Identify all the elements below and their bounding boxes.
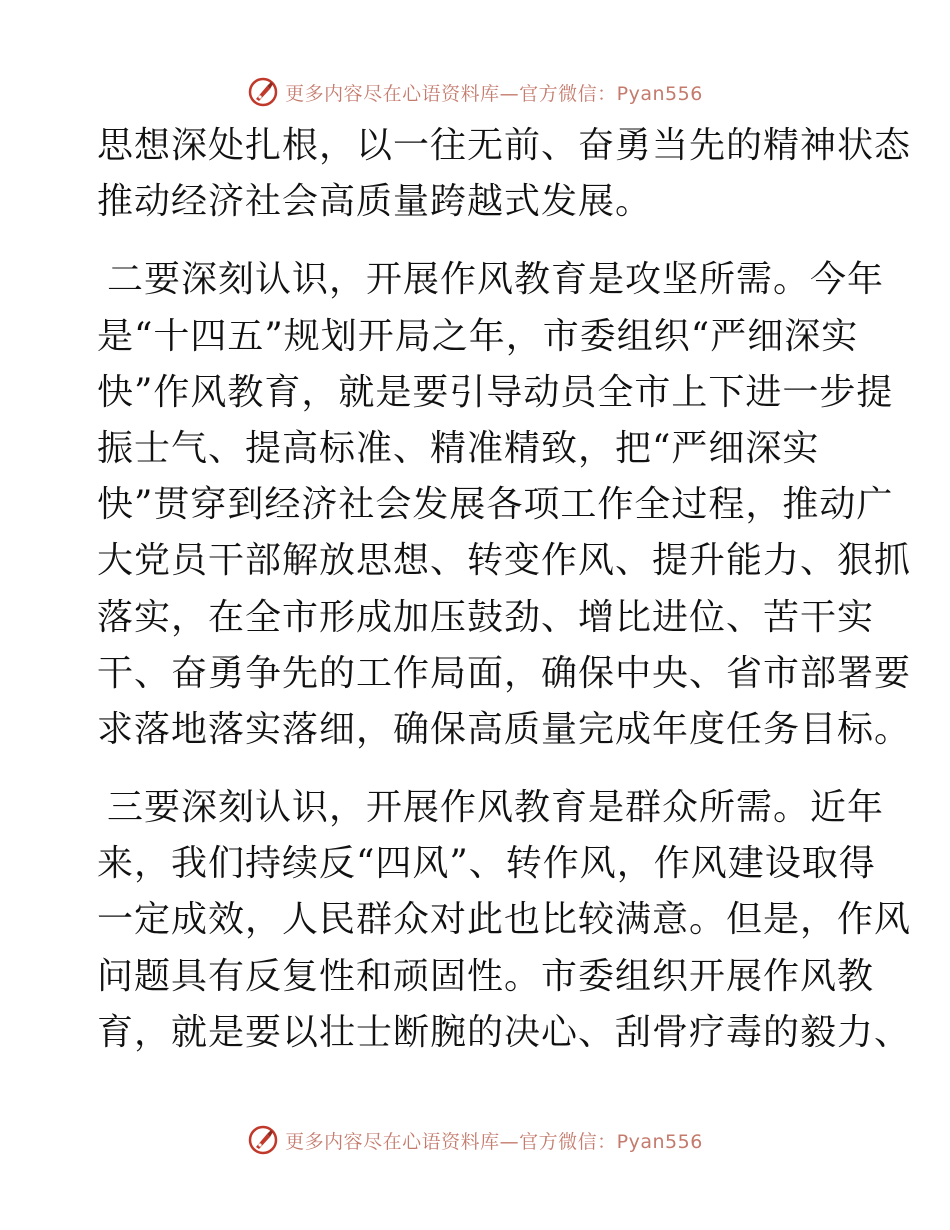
text-line: 二要深刻认识，开展作风教育是攻坚所需。今年 xyxy=(107,259,885,301)
text-line: 落实，在全市形成加压鼓劲、增比进位、苦干实 xyxy=(97,596,875,638)
watermark-text: 更多内容尽在心语资料库—官方微信：Pyan556 xyxy=(285,1130,703,1153)
text-line: 一定成效，人民群众对此也比较满意。但是，作风 xyxy=(97,899,912,941)
text-line: 育，就是要以壮士断腕的决心、刮骨疗毒的毅力、 xyxy=(97,1011,912,1053)
paragraph-3 xyxy=(97,780,912,1061)
text-line: 干、奋勇争先的工作局面，确保中央、省市部署要 xyxy=(97,652,912,694)
text-line: 振士气、提高标准、精准精致，把“严细深实 xyxy=(97,427,820,469)
text-line: 三要深刻认识，开展作风教育是群众所需。近年 xyxy=(107,787,885,829)
text-line: 快”贯穿到经济社会发展各项工作全过程，推动广 xyxy=(97,484,894,526)
text-line: 思想深处扎根，以一往无前、奋勇当先的精神状态 xyxy=(97,125,912,166)
pen-nib-icon xyxy=(247,76,279,108)
watermark-text: 更多内容尽在心语资料库—官方微信：Pyan556 xyxy=(285,82,703,105)
pen-nib-icon xyxy=(247,1124,279,1156)
text-line: 求落地落实落细，确保高质量完成年度任务目标。 xyxy=(97,708,912,750)
text-line: 来，我们持续反“四风”、转作风，作风建设取得 xyxy=(97,843,876,885)
document-body xyxy=(97,118,912,1061)
paragraph-1 xyxy=(97,118,912,230)
text-line: 问题具有反复性和顽固性。市委组织开展作风教 xyxy=(97,955,875,997)
text-line: 是“十四五”规划开局之年，市委组织“严细深实 xyxy=(97,315,859,357)
paragraph-2 xyxy=(97,252,912,758)
text-line: 推动经济社会高质量跨越式发展。 xyxy=(97,181,653,223)
header-watermark xyxy=(0,72,950,112)
footer-watermark xyxy=(0,1120,950,1160)
text-line: 快”作风教育，就是要引导动员全市上下进一步提 xyxy=(97,371,894,413)
text-line: 大党员干部解放思想、转变作风、提升能力、狠抓 xyxy=(97,540,912,582)
